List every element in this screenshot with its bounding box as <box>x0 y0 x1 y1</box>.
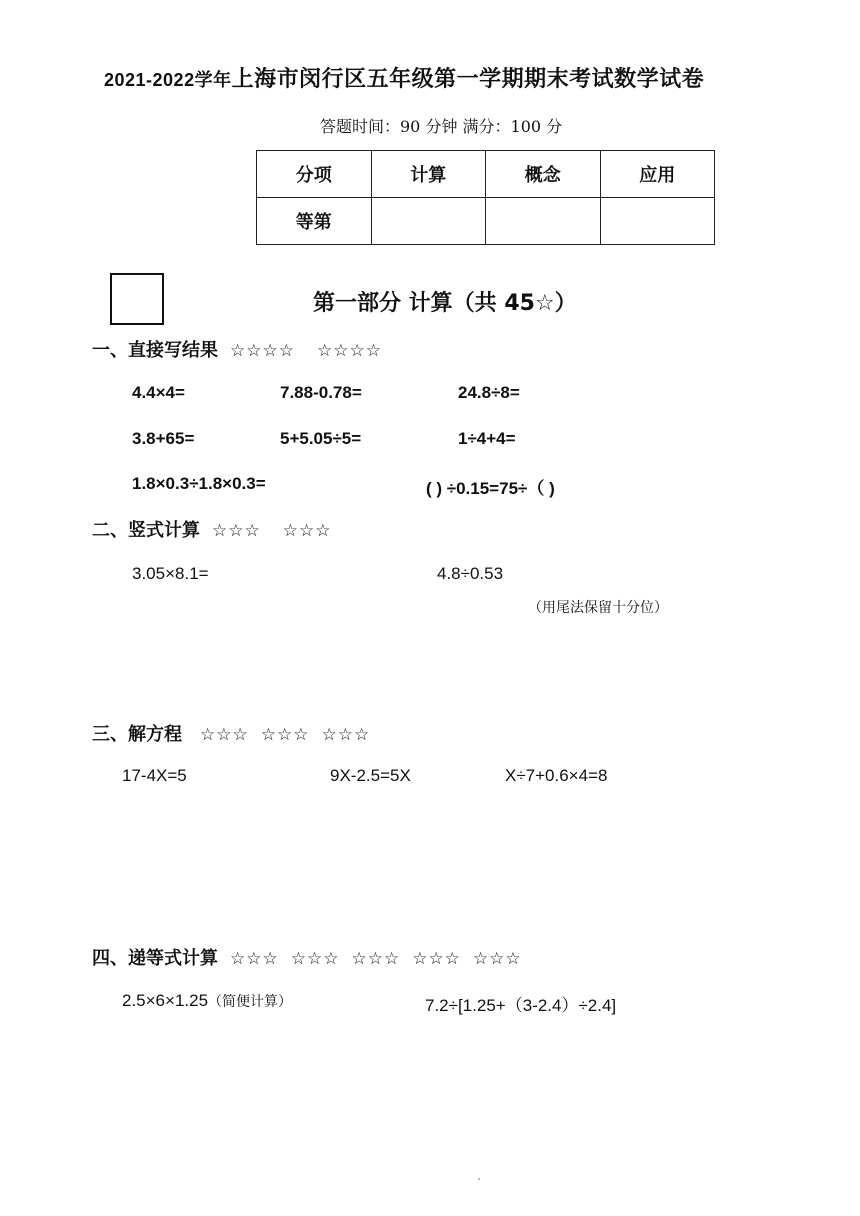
s3-equation: 9X-2.5=5X <box>330 766 411 785</box>
s4-question-1-expr: 2.5×6×1.25 <box>122 991 209 1010</box>
section4-title: 四、递等式计算 <box>92 948 218 969</box>
section3-stars-group1: ☆☆☆ <box>200 725 249 745</box>
section4-heading <box>92 944 522 970</box>
section2-heading <box>92 516 331 542</box>
section1-heading <box>92 336 382 362</box>
s4-question-1 <box>122 991 292 1011</box>
score-cell-calculation[interactable] <box>371 198 486 245</box>
score-table-header-row <box>257 151 715 198</box>
score-header-concept: 概念 <box>486 151 601 198</box>
section2-title: 二、竖式计算 <box>92 520 200 541</box>
section3-stars-group3: ☆☆☆ <box>321 725 371 745</box>
score-cell-concept[interactable] <box>486 198 601 245</box>
section4-stars-group2: ☆☆☆ <box>290 949 340 969</box>
page-speck <box>478 1178 480 1180</box>
section1-stars-group2: ☆☆☆☆ <box>316 341 382 361</box>
section3-stars-group2: ☆☆☆ <box>260 725 310 745</box>
score-header-application: 应用 <box>600 151 715 198</box>
s2-question: 3.05×8.1= <box>132 564 209 583</box>
exam-year: 2021-2022学年 <box>104 70 232 90</box>
section1-stars-group1: ☆☆☆☆ <box>230 341 295 361</box>
s1-question: 3.8+65= <box>132 429 195 448</box>
s4-question-1-note: （简便计算） <box>208 993 293 1009</box>
score-cell-application[interactable] <box>600 198 715 245</box>
score-row-label: 等第 <box>257 198 372 245</box>
section2-stars-group1: ☆☆☆ <box>212 521 261 541</box>
s2-rounding-note: （用尾法保留十分位） <box>528 600 668 616</box>
section2-stars-group2: ☆☆☆ <box>282 521 332 541</box>
exam-title-text: 上海市闵行区五年级第一学期期末考试数学试卷 <box>231 67 705 92</box>
s1-question: 7.88-0.78= <box>280 383 362 402</box>
s1-question: 4.4×4= <box>132 383 185 402</box>
section3-heading <box>92 720 370 746</box>
s1-question: 1÷4+4= <box>458 429 516 448</box>
score-table <box>256 150 715 245</box>
score-header-category: 分项 <box>257 151 372 198</box>
section4-stars-group5: ☆☆☆ <box>472 949 522 969</box>
s3-equation: X÷7+0.6×4=8 <box>505 766 608 785</box>
s1-question: 1.8×0.3÷1.8×0.3= <box>132 474 266 493</box>
s1-fill-blank-question: ( ) ÷0.15=75÷（ ) <box>426 479 555 498</box>
part1-heading: 第一部分 计算（共 45☆） <box>313 291 577 316</box>
score-table-grade-row <box>257 198 715 245</box>
section4-stars-group3: ☆☆☆ <box>351 949 401 969</box>
s1-question: 5+5.05÷5= <box>280 429 362 448</box>
exam-title <box>104 62 704 93</box>
s4-question-2: 7.2÷[1.25+（3-2.4）÷2.4] <box>425 996 617 1015</box>
score-header-calculation: 计算 <box>371 151 486 198</box>
section4-stars-group4: ☆☆☆ <box>412 949 461 969</box>
s1-question: 24.8÷8= <box>458 383 520 402</box>
section1-title: 一、直接写结果 <box>92 340 218 361</box>
exam-time-score: 答题时间：90 分钟 满分：100 分 <box>320 117 563 136</box>
s3-equation: 17-4X=5 <box>122 766 187 785</box>
score-box[interactable] <box>110 273 164 325</box>
s2-question: 4.8÷0.53 <box>437 564 504 583</box>
section3-title: 三、解方程 <box>92 724 182 745</box>
section4-stars-group1: ☆☆☆ <box>230 949 279 969</box>
